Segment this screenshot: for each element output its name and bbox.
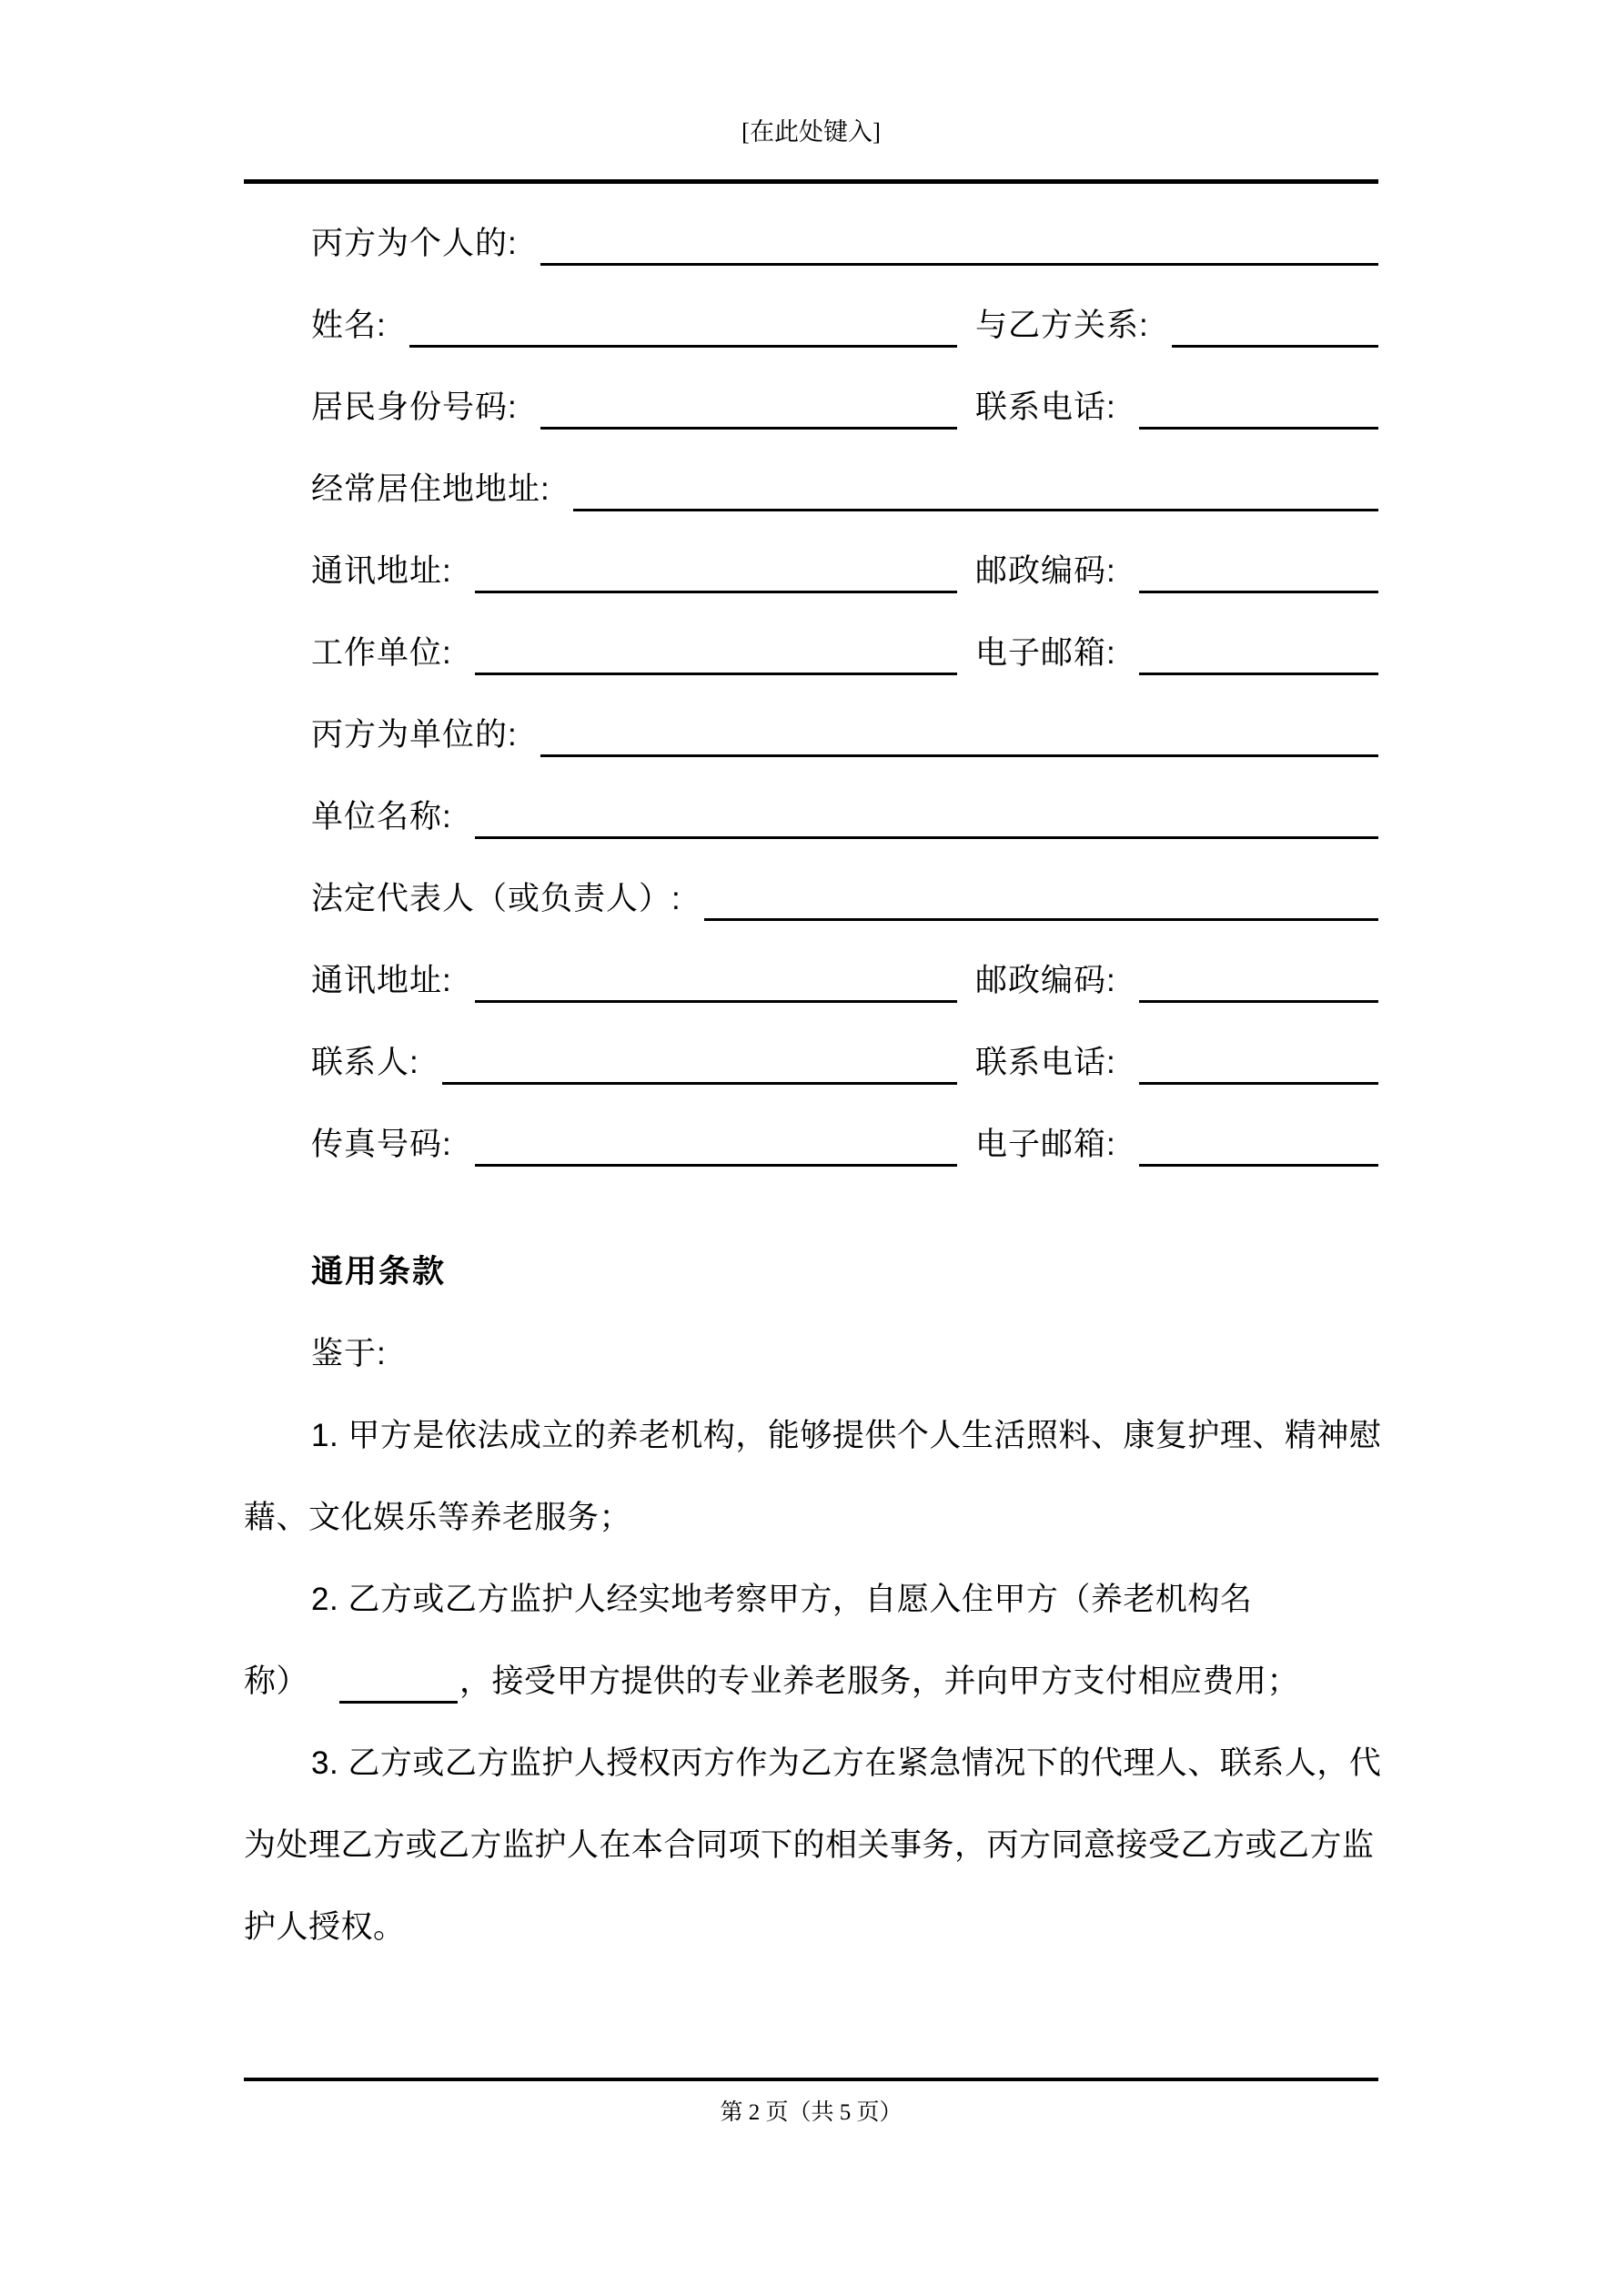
form-row: [244, 302, 1378, 348]
row-column-2: [975, 959, 1378, 1003]
row-column-2: [975, 1041, 1378, 1085]
clause-text: 2. 乙方或乙方监护人经实地考察甲方，自愿入住甲方（养老机构名: [311, 1582, 1253, 1617]
clause-line: [244, 1824, 1378, 1869]
email-2-label: 电子邮箱:: [975, 1127, 1116, 1162]
form-row: [244, 548, 1378, 593]
party-c-organization-blank[interactable]: [540, 712, 1378, 757]
party-c-organization-label: 丙方为单位的:: [311, 717, 518, 753]
fax-number-blank[interactable]: [475, 1123, 957, 1167]
mailing-address-2-blank[interactable]: [475, 959, 957, 1003]
clause-text: 藉、文化娱乐等养老服务；: [244, 1500, 632, 1535]
row-column-1: [311, 386, 957, 430]
row-column-2: [975, 386, 1378, 430]
party-c-info-form: [244, 220, 1378, 1167]
clause-text: 护人授权。: [244, 1909, 406, 1945]
row-column-1: [311, 1041, 957, 1085]
row-column-2: [975, 1123, 1378, 1167]
form-row: [244, 875, 1378, 921]
page-header: [244, 0, 1378, 147]
organization-name-blank[interactable]: [475, 794, 1378, 839]
contact-person-label: 联系人:: [311, 1045, 419, 1080]
page-footer: [244, 2078, 1378, 2127]
form-row: [244, 957, 1378, 1003]
relation-to-party-b-label: 与乙方关系:: [975, 308, 1149, 343]
resident-id-number-blank[interactable]: [540, 386, 957, 430]
clause-text: ，接受甲方提供的专业养老服务，并向甲方支付相应费用；: [459, 1664, 1300, 1699]
institution-name-blank[interactable]: [339, 1664, 458, 1704]
row-column-1: [311, 1123, 957, 1167]
email-label: 电子邮箱:: [975, 635, 1116, 671]
clause-text: 1. 甲方是依法成立的养老机构，能够提供个人生活照料、康复护理、精神慰: [311, 1418, 1382, 1453]
clause-text: 称）: [244, 1664, 309, 1699]
contact-phone-2-blank[interactable]: [1139, 1041, 1378, 1085]
party-c-individual-blank[interactable]: [540, 220, 1378, 266]
form-row: [244, 794, 1378, 839]
habitual-residence-address-blank[interactable]: [573, 466, 1378, 511]
mailing-address-label: 通讯地址:: [311, 553, 452, 589]
habitual-residence-address-label: 经常居住地地址:: [311, 471, 550, 507]
clause-line: [244, 1578, 1378, 1623]
form-row: [244, 630, 1378, 675]
resident-id-number-label: 居民身份号码:: [311, 389, 518, 425]
relation-to-party-b-blank[interactable]: [1172, 304, 1378, 348]
row-column-2: [975, 632, 1378, 675]
name-blank[interactable]: [409, 304, 957, 348]
row-column-1: [311, 550, 957, 593]
contact-phone-blank[interactable]: [1139, 386, 1378, 430]
form-row: [244, 712, 1378, 757]
page-number: 第 2 页（共 5 页）: [720, 2100, 903, 2125]
postal-code-label: 邮政编码:: [975, 553, 1116, 589]
whereas-label: 鉴于:: [311, 1336, 387, 1371]
mailing-address-2-label: 通讯地址:: [311, 963, 452, 998]
party-c-individual-label: 丙方为个人的:: [311, 226, 518, 261]
form-row: [244, 466, 1378, 511]
employer-blank[interactable]: [475, 632, 957, 675]
postal-code-2-blank[interactable]: [1139, 959, 1378, 1003]
clause-text: 3. 乙方或乙方监护人授权丙方作为乙方在紧急情况下的代理人、联系人，代: [311, 1745, 1382, 1781]
clause-text: 为处理乙方或乙方监护人在本合同项下的相关事务，丙方同意接受乙方或乙方监: [244, 1827, 1375, 1863]
row-column-1: [311, 959, 957, 1003]
contact-phone-label: 联系电话:: [975, 389, 1116, 425]
contact-person-blank[interactable]: [442, 1041, 957, 1085]
clause-line: [244, 1414, 1382, 1460]
employer-label: 工作单位:: [311, 635, 452, 671]
organization-name-label: 单位名称:: [311, 799, 452, 834]
email-blank[interactable]: [1139, 632, 1378, 675]
postal-code-2-label: 邮政编码:: [975, 963, 1116, 998]
legal-representative-blank[interactable]: [704, 875, 1378, 921]
form-row: [244, 1039, 1378, 1085]
row-column-2: [975, 550, 1378, 593]
clause-line: [244, 1496, 1378, 1542]
legal-representative-label: 法定代表人（或负责人）:: [311, 881, 681, 916]
clause-line: [244, 1742, 1382, 1787]
form-row: [244, 1121, 1378, 1167]
whereas-clauses: [244, 1414, 1382, 1951]
row-column-2: [975, 304, 1378, 348]
fax-number-label: 传真号码:: [311, 1127, 452, 1162]
row-column-1: [311, 632, 957, 675]
section-heading-general-terms: 通用条款: [311, 1254, 447, 1290]
header-rule: [244, 179, 1378, 184]
clause-line: [244, 1906, 1378, 1951]
clause-line: [244, 1660, 1378, 1705]
form-row: [244, 384, 1378, 430]
mailing-address-blank[interactable]: [475, 550, 957, 593]
postal-code-blank[interactable]: [1139, 550, 1378, 593]
email-2-blank[interactable]: [1139, 1123, 1378, 1167]
header-type-here-placeholder[interactable]: [在此处键入]: [741, 118, 881, 146]
form-row: [244, 220, 1378, 266]
name-label: 姓名:: [311, 308, 387, 343]
row-column-1: [311, 304, 957, 348]
contact-phone-2-label: 联系电话:: [975, 1045, 1116, 1080]
